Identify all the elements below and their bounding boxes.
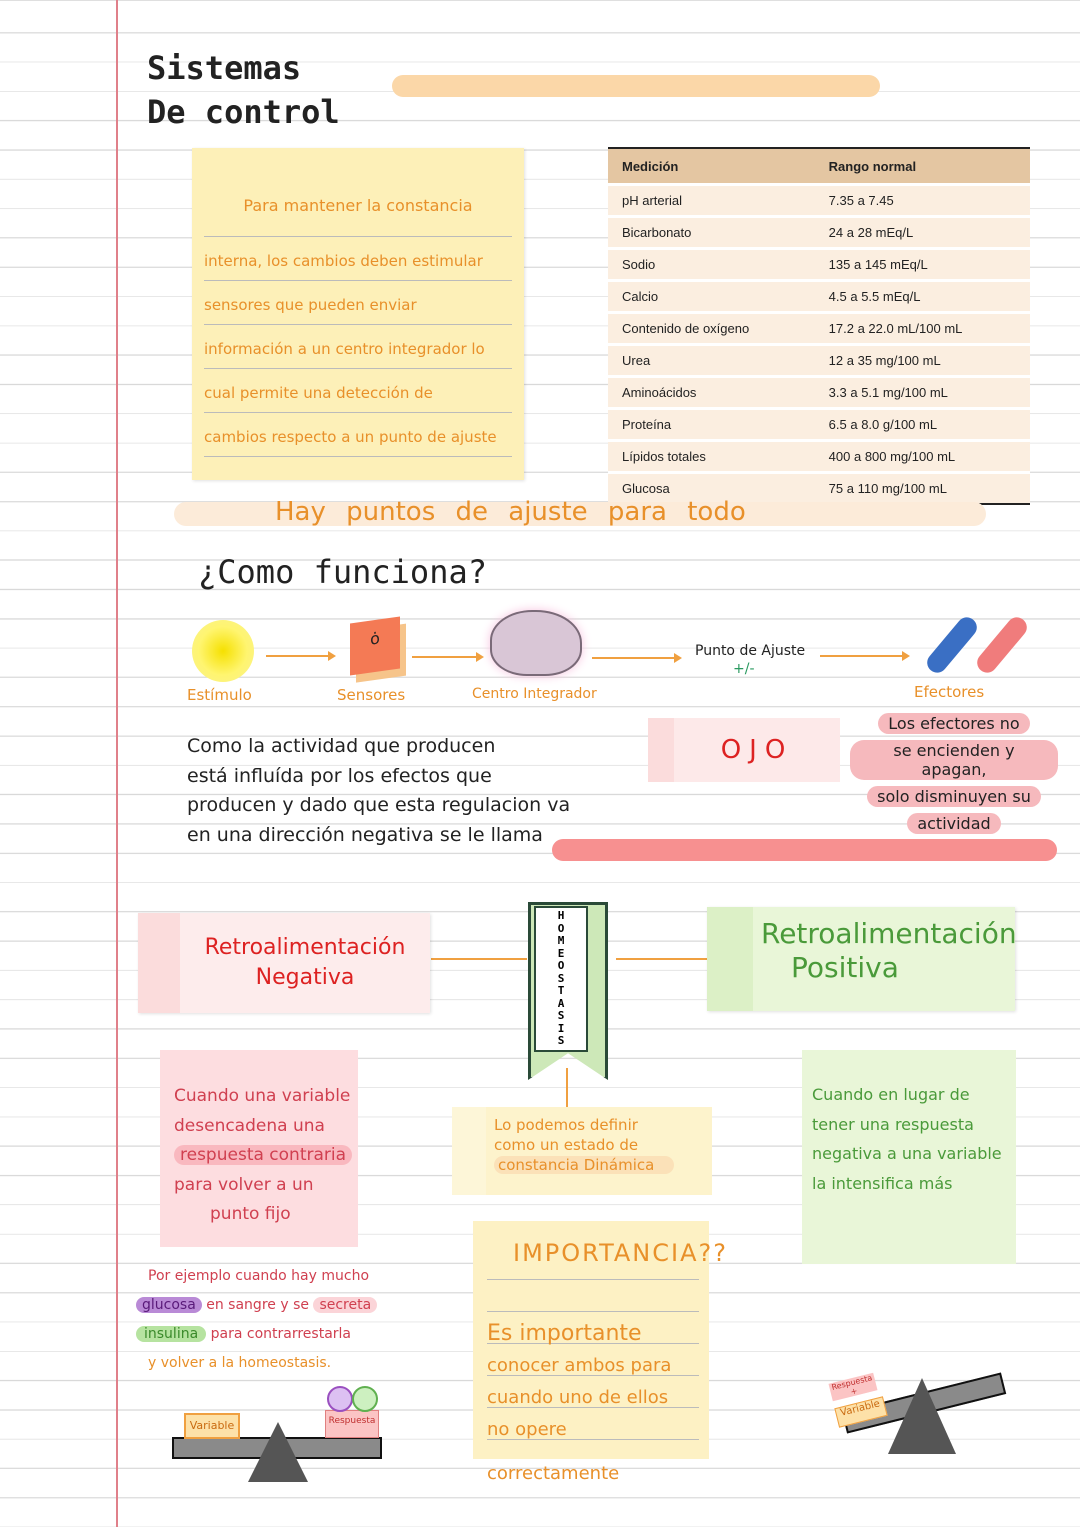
effectors-note [850, 710, 1058, 837]
page-title [147, 46, 340, 134]
col-header: Medición [608, 148, 815, 185]
definition-note [452, 1107, 712, 1195]
desc-line: respuesta contraria [174, 1145, 352, 1165]
importance-line: Es importante [487, 1312, 699, 1344]
brain-icon [490, 610, 582, 676]
importance-note [473, 1221, 728, 1484]
variable-weight: Variable [834, 1396, 887, 1428]
positive-title: Retroalimentación [761, 917, 1017, 950]
desc-line: Cuando una variable [174, 1086, 351, 1106]
table-row [608, 441, 1030, 473]
range-cell: 135 a 145 mEq/L [815, 249, 1030, 281]
table-row [608, 281, 1030, 313]
measurement-cell: Lípidos totales [608, 441, 815, 473]
homeostasis-label: HOMEOSTASIS [534, 906, 588, 1052]
range-cell: 17.2 a 22.0 mL/100 mL [815, 313, 1030, 345]
glucose-ball-icon [327, 1386, 353, 1412]
measurement-cell: Contenido de oxígeno [608, 313, 815, 345]
arrow-icon [266, 655, 334, 657]
feedback-paragraph [187, 732, 570, 850]
range-cell: 12 a 35 mg/100 mL [815, 345, 1030, 377]
paragraph-line: en una dirección negativa se le llama [187, 823, 543, 846]
table-row [608, 313, 1030, 345]
range-cell: 6.5 a 8.0 g/100 mL [815, 409, 1030, 441]
variable-weight: Variable [184, 1413, 240, 1439]
setpoint-label: Punto de Ajuste [695, 643, 806, 659]
balance-fulcrum [888, 1378, 956, 1454]
range-cell: 75 a 110 mg/100 mL [815, 473, 1030, 505]
title-line-1: Sistemas [147, 49, 302, 87]
title-highlight [392, 75, 880, 97]
effectors-label: Efectores [914, 683, 985, 701]
intro-note [192, 148, 524, 480]
ojo-note: OJO [648, 718, 840, 782]
range-cell: 400 a 800 mg/100 mL [815, 441, 1030, 473]
banner-text: Hay puntos de ajuste para todo [275, 497, 746, 527]
range-cell: 24 a 28 mEq/L [815, 217, 1030, 249]
negative-feedback-card [138, 913, 430, 1013]
measurement-cell: Urea [608, 345, 815, 377]
definition-line: como un estado de [494, 1136, 639, 1154]
secrete-highlight: secreta [313, 1297, 377, 1313]
desc-line: negativa a una variable [812, 1144, 1002, 1163]
negative-description [160, 1050, 358, 1247]
answer-highlight [552, 839, 1057, 861]
intro-line: interna, los cambios deben estimular [204, 237, 512, 281]
intro-line: cambios respecto a un punto de ajuste [204, 413, 512, 457]
response-weight: Respuesta [325, 1410, 379, 1438]
table-row [608, 345, 1030, 377]
connector-line [566, 1068, 568, 1108]
response-weight: Respuesta + [829, 1373, 878, 1402]
desc-line: punto fijo [210, 1204, 291, 1224]
effectors-note-line: se encienden y apagan, [850, 740, 1058, 780]
example-line: para contrarrestarla [210, 1326, 351, 1342]
importance-line: no opere correctamente [487, 1408, 699, 1440]
effectors-note-line: solo disminuyen su [867, 786, 1041, 807]
desc-line: tener una respuesta [812, 1114, 974, 1134]
example-text [136, 1262, 377, 1378]
desc-line: la intensifica más [812, 1173, 953, 1193]
positive-description [802, 1050, 1016, 1264]
margin-line [116, 0, 118, 1527]
red-pill-icon [973, 613, 1031, 676]
negative-title: Retroalimentación [204, 935, 406, 960]
measurement-cell: Sodio [608, 249, 815, 281]
glucose-highlight: glucosa [136, 1297, 202, 1313]
measurement-cell: Glucosa [608, 473, 815, 505]
paragraph-line: está influída por los efectos que [187, 764, 492, 787]
measurement-cell: pH arterial [608, 185, 815, 217]
desc-line: para volver a un [174, 1174, 314, 1195]
table-row [608, 249, 1030, 281]
importance-title: IMPORTANCIA?? [487, 1239, 699, 1280]
measurement-cell: Calcio [608, 281, 815, 313]
sensors-label: Sensores [337, 686, 406, 704]
stimulus-label: Estímulo [187, 686, 252, 704]
insulin-ball-icon [352, 1386, 378, 1412]
table-row [608, 377, 1030, 409]
intro-line: información a un centro integrador lo [204, 325, 512, 369]
example-line: en sangre y se [206, 1297, 309, 1313]
col-header: Rango normal [815, 148, 1030, 185]
blue-pill-icon [923, 613, 981, 676]
arrow-icon [820, 655, 908, 657]
definition-line: constancia Dinámica [494, 1156, 674, 1174]
effectors-note-line: actividad [907, 813, 1000, 834]
range-cell: 4.5 a 5.5 mEq/L [815, 281, 1030, 313]
definition-line: Lo podemos definir [494, 1116, 638, 1134]
importance-line: cuando uno de ellos [487, 1376, 699, 1408]
measurement-cell: Bicarbonato [608, 217, 815, 249]
table-row [608, 185, 1030, 217]
intro-line: Para mantener la constancia [204, 192, 512, 237]
arrow-icon [412, 656, 482, 658]
table-row [608, 409, 1030, 441]
range-cell: 3.3 a 5.1 mg/100 mL [815, 377, 1030, 409]
intro-line: cual permite una detección de [204, 369, 512, 413]
arrow-icon [592, 657, 680, 659]
normal-range-table [608, 147, 1030, 505]
intro-line: sensores que pueden enviar [204, 281, 512, 325]
section-title: ¿Como funciona? [198, 553, 487, 591]
paragraph-line: Como la actividad que producen [187, 735, 496, 757]
integrator-label: Centro Integrador [472, 686, 597, 702]
paragraph-line: producen y dado que esta regulacion va [187, 794, 571, 816]
positive-title: Positiva [791, 951, 899, 984]
example-line: y volver a la homeostasis. [148, 1355, 332, 1371]
positive-feedback-card [707, 907, 1015, 1011]
measurement-cell: Proteína [608, 409, 815, 441]
desc-line: Cuando en lugar de [812, 1085, 970, 1104]
connector-line [616, 958, 708, 960]
desc-line: desencadena una [174, 1115, 325, 1136]
measurement-cell: Aminoácidos [608, 377, 815, 409]
setpoint-sign: +/- [733, 661, 755, 677]
range-cell: 7.35 a 7.45 [815, 185, 1030, 217]
effectors-note-line: Los efectores no [878, 713, 1029, 734]
importance-line: conocer ambos para [487, 1344, 699, 1376]
table-row [608, 217, 1030, 249]
sun-icon [192, 620, 254, 682]
sensor-icon: ȯ [350, 616, 400, 675]
example-line: Por ejemplo cuando hay mucho [148, 1268, 370, 1284]
title-line-2: De control [147, 93, 340, 131]
connector-line [431, 958, 527, 960]
insulin-highlight: insulina [136, 1326, 206, 1342]
negative-title: Negativa [255, 965, 355, 990]
balance-fulcrum [248, 1422, 308, 1482]
